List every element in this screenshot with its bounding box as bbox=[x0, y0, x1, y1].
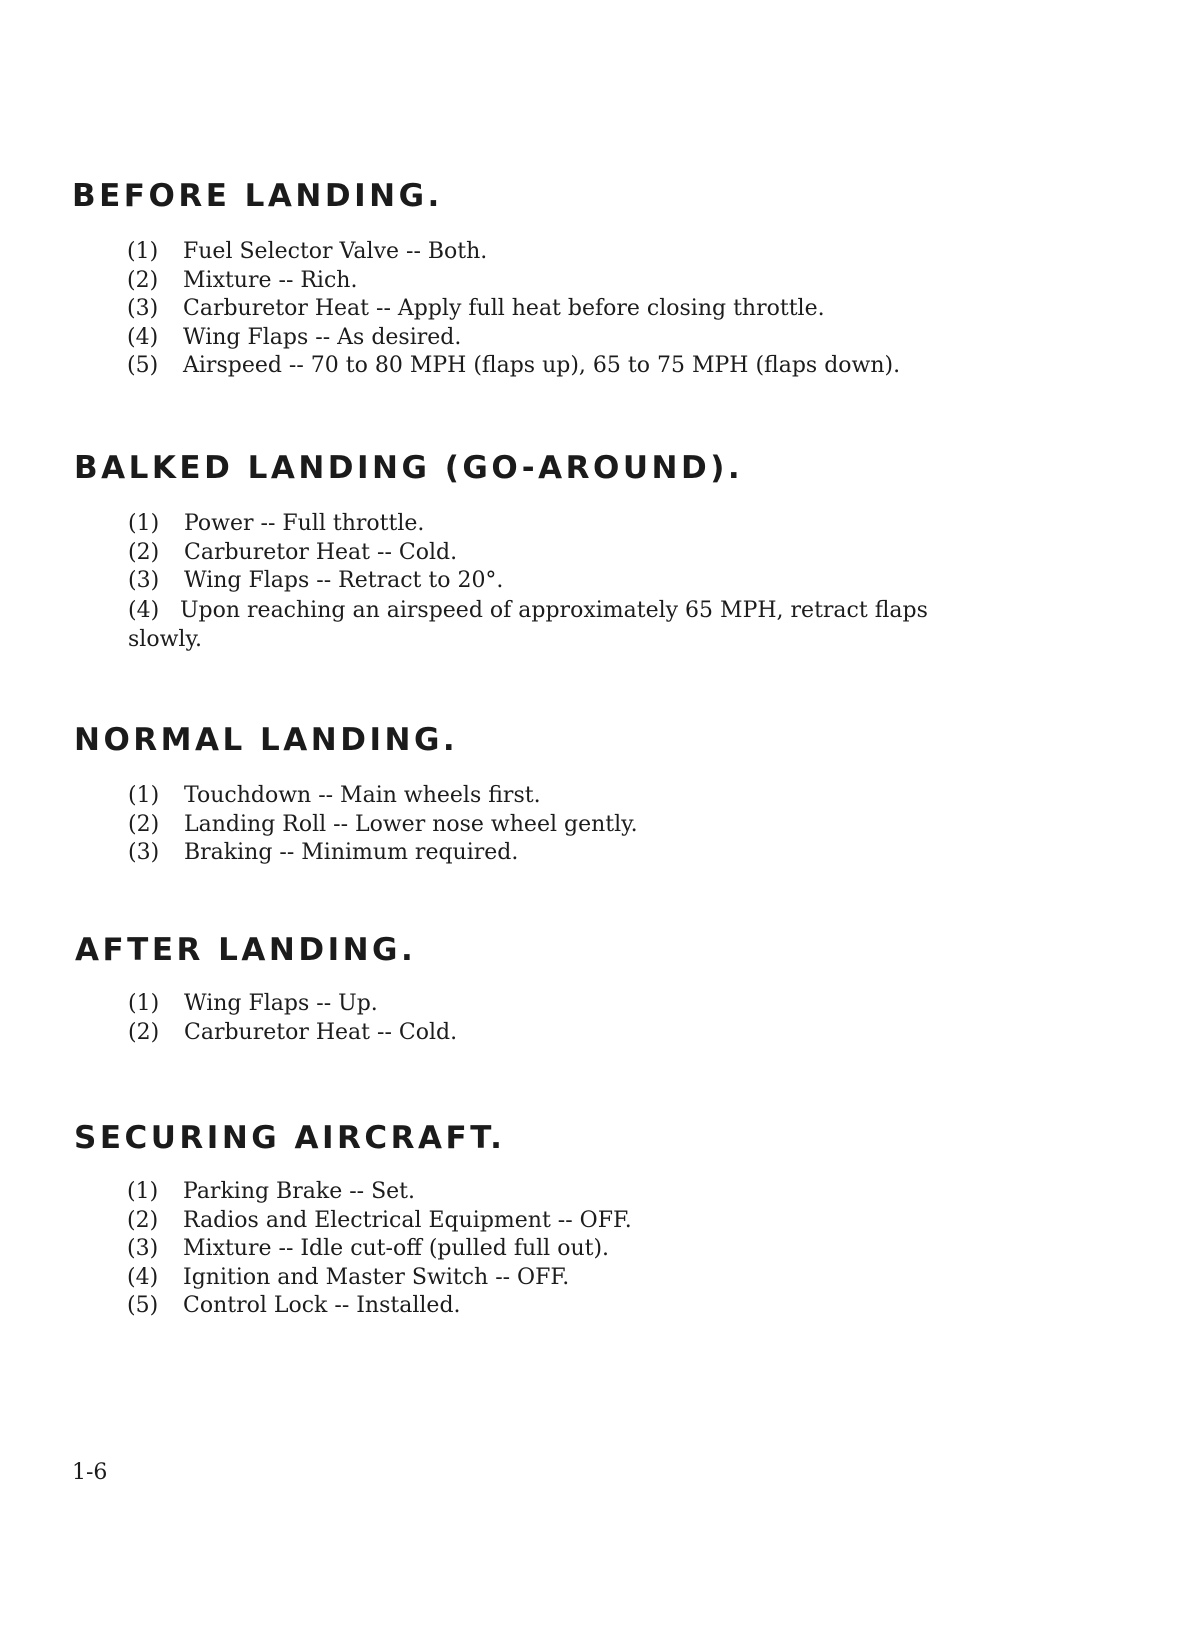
section-heading: BALKED LANDING (GO-AROUND). bbox=[74, 450, 744, 486]
item-number: (1) bbox=[127, 239, 159, 264]
item-number: (3) bbox=[127, 296, 159, 321]
list-item bbox=[128, 596, 988, 654]
item-number: (4) bbox=[127, 324, 159, 350]
checklist bbox=[128, 510, 988, 654]
item-text: Radios and Electrical Equipment -- OFF. bbox=[183, 1207, 632, 1233]
item-number: (2) bbox=[128, 1019, 160, 1045]
checklist bbox=[128, 782, 638, 868]
item-text: Control Lock -- Installed. bbox=[183, 1293, 461, 1318]
item-number: (2) bbox=[127, 267, 159, 293]
item-text: Wing Flaps -- Up. bbox=[184, 991, 378, 1016]
list-item bbox=[128, 510, 988, 539]
item-number: (4) bbox=[128, 597, 160, 623]
item-number: (5) bbox=[127, 353, 159, 378]
page-number: 1-6 bbox=[72, 1460, 108, 1485]
item-text: Mixture -- Idle cut-off (pulled full out). bbox=[183, 1236, 610, 1261]
item-number: (3) bbox=[128, 840, 160, 865]
list-item bbox=[127, 1264, 632, 1293]
item-number: (4) bbox=[127, 1264, 159, 1290]
section-heading: BEFORE LANDING. bbox=[72, 178, 443, 214]
list-item bbox=[128, 839, 638, 868]
item-text: Landing Roll -- Lower nose wheel gently. bbox=[184, 811, 638, 837]
item-text: Mixture -- Rich. bbox=[183, 267, 358, 293]
list-item bbox=[127, 1207, 632, 1236]
item-number: (1) bbox=[128, 991, 160, 1016]
list-item bbox=[127, 1178, 632, 1207]
item-number: (1) bbox=[128, 511, 160, 536]
list-item bbox=[128, 782, 638, 811]
list-item bbox=[127, 1235, 632, 1264]
item-number: (2) bbox=[128, 811, 160, 837]
item-number: (3) bbox=[127, 1236, 159, 1261]
item-number: (5) bbox=[127, 1293, 159, 1318]
item-text: Braking -- Minimum required. bbox=[184, 840, 519, 865]
list-item bbox=[127, 238, 900, 267]
section-heading: AFTER LANDING. bbox=[75, 932, 417, 968]
list-item bbox=[127, 295, 900, 324]
item-text: Fuel Selector Valve -- Both. bbox=[183, 239, 488, 264]
item-number: (1) bbox=[128, 783, 160, 808]
item-text: Wing Flaps -- Retract to 20°. bbox=[184, 568, 504, 593]
section-heading: NORMAL LANDING. bbox=[74, 722, 459, 758]
checklist bbox=[127, 238, 900, 381]
item-text: Power -- Full throttle. bbox=[184, 511, 425, 536]
list-item bbox=[127, 352, 900, 381]
item-number: (3) bbox=[128, 568, 160, 593]
item-text: Carburetor Heat -- Cold. bbox=[184, 539, 458, 565]
item-text: Airspeed -- 70 to 80 MPH (flaps up), 65 to 75 MPH (flaps down). bbox=[183, 353, 901, 378]
list-item bbox=[128, 539, 988, 568]
item-text: Carburetor Heat -- Cold. bbox=[184, 1019, 458, 1045]
checklist bbox=[127, 1178, 632, 1321]
item-text: Parking Brake -- Set. bbox=[183, 1179, 415, 1204]
item-text: Upon reaching an airspeed of approximately 65 MPH, retract flaps slowly. bbox=[128, 597, 928, 652]
list-item bbox=[127, 324, 900, 353]
item-text: Touchdown -- Main wheels first. bbox=[184, 783, 541, 808]
list-item bbox=[128, 567, 988, 596]
section-heading: SECURING AIRCRAFT. bbox=[74, 1120, 506, 1156]
list-item bbox=[128, 1019, 457, 1048]
item-text: Wing Flaps -- As desired. bbox=[183, 324, 462, 350]
checklist bbox=[128, 990, 457, 1047]
list-item bbox=[128, 990, 457, 1019]
list-item bbox=[128, 811, 638, 840]
item-number: (2) bbox=[127, 1207, 159, 1233]
item-number: (2) bbox=[128, 539, 160, 565]
item-text: Carburetor Heat -- Apply full heat before closing throttle. bbox=[183, 296, 825, 321]
item-text: Ignition and Master Switch -- OFF. bbox=[183, 1264, 570, 1290]
item-number: (1) bbox=[127, 1179, 159, 1204]
list-item bbox=[127, 1292, 632, 1321]
list-item bbox=[127, 267, 900, 296]
